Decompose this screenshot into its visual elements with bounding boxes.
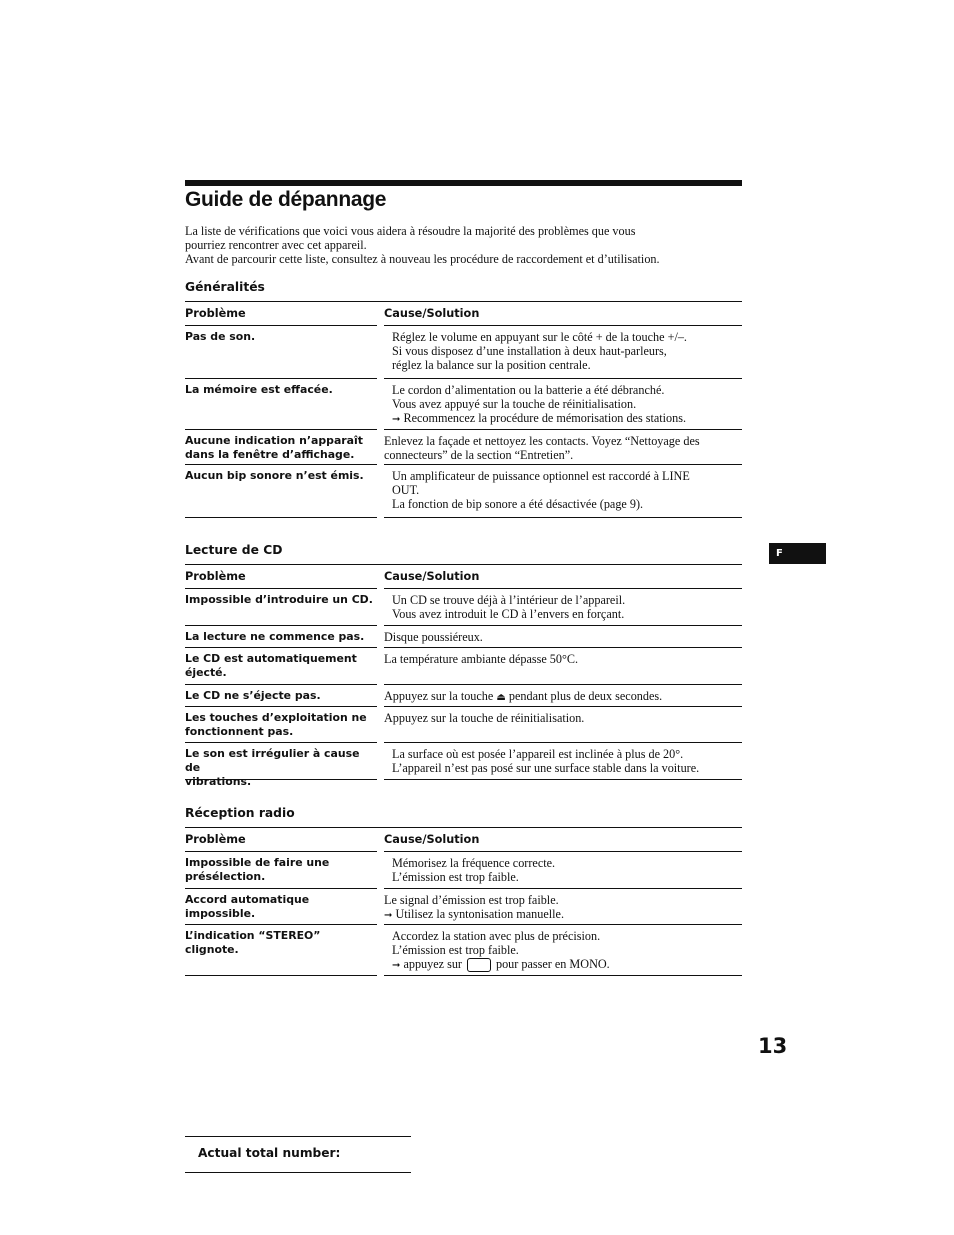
arrow-right-icon: ➞: [392, 414, 401, 425]
table-header: [185, 301, 742, 325]
col-header-problem: Problème: [185, 833, 246, 846]
problem-cell: Pas de son.: [185, 325, 377, 378]
solution-cell: Accordez la station avec plus de précision. L’émission est trop faible. ➞ appuyez sur pour passer en MONO.: [384, 924, 742, 975]
table-row: [185, 888, 742, 924]
table-row: [185, 647, 742, 684]
table-row: [185, 924, 742, 975]
intro-line: pourriez rencontrer avec cet appareil.: [185, 238, 367, 252]
table-row: [185, 464, 742, 517]
intro-line: Avant de parcourir cette liste, consultez à nouveau les procédure de raccordement et d’utilisation.: [185, 252, 660, 266]
table-row: [185, 851, 742, 888]
arrow-right-icon: ➞: [392, 960, 401, 971]
table-row: [185, 429, 742, 464]
problem-cell: Impossible de faire une présélection.: [185, 851, 377, 888]
page-title: Guide de dépannage: [185, 188, 387, 211]
table-row: [185, 684, 742, 706]
title-rule: [185, 180, 742, 186]
solution-cell: Appuyez sur la touche de réinitialisation.: [384, 706, 742, 742]
solution-cell: Enlevez la façade et nettoyez les contacts. Voyez “Nettoyage des connecteurs” de la section “Entretien”.: [384, 429, 742, 464]
problem-cell: La lecture ne commence pas.: [185, 625, 377, 647]
arrow-right-icon: ➞: [384, 910, 393, 921]
solution-cell: Disque poussiéreux.: [384, 625, 742, 647]
footer-box: [185, 1136, 411, 1173]
table-bottom-rule: [185, 517, 742, 518]
problem-cell: Le CD est automatiquement éjecté.: [185, 647, 377, 684]
table-row: [185, 378, 742, 429]
section-lecture-cd: [185, 543, 742, 788]
table-row: [185, 742, 742, 788]
problem-cell: Les touches d’exploitation ne fonctionnent pas.: [185, 706, 377, 742]
solution-cell: Appuyez sur la touche ⏏ pendant plus de deux secondes.: [384, 684, 742, 706]
table-row: [185, 625, 742, 647]
key-button-icon: [467, 958, 491, 972]
solution-cell: Un CD se trouve déjà à l’intérieur de l’appareil. Vous avez introduit le CD à l’envers en forçant.: [384, 588, 742, 625]
problem-cell: Accord automatique impossible.: [185, 888, 377, 924]
col-header-solution: Cause/Solution: [384, 570, 480, 583]
solution-cell: Le cordon d’alimentation ou la batterie a été débranché. Vous avez appuyé sur la touche de réinitialisation. ➞ Recommencez la procédure de mémorisation des stations.: [384, 378, 742, 429]
intro-text: [185, 224, 745, 266]
language-tab: F: [769, 543, 826, 564]
section-title: Réception radio: [185, 806, 295, 820]
footer-label: Actual total number:: [198, 1146, 341, 1160]
solution-cell: La surface où est posée l’appareil est inclinée à plus de 20°. L’appareil n’est pas posé sur une surface stable dans la voiture.: [384, 742, 742, 779]
col-header-solution: Cause/Solution: [384, 833, 480, 846]
section-reception-radio: [185, 806, 742, 976]
solution-cell: Mémorisez la fréquence correcte. L’émission est trop faible.: [384, 851, 742, 888]
section-title: Généralités: [185, 280, 265, 294]
problem-cell: Aucun bip sonore n’est émis.: [185, 464, 377, 517]
eject-icon: ⏏: [496, 692, 506, 703]
table-header: [185, 564, 742, 588]
solution-cell: Un amplificateur de puissance optionnel est raccordé à LINE OUT. La fonction de bip sonore a été désactivée (page 9).: [384, 464, 742, 517]
problem-cell: L’indication “STEREO” clignote.: [185, 924, 377, 975]
solution-cell: Le signal d’émission est trop faible. ➞ Utilisez la syntonisation manuelle.: [384, 888, 742, 924]
problem-cell: Le son est irrégulier à cause de vibrations.: [185, 742, 377, 779]
col-header-problem: Problème: [185, 307, 246, 320]
intro-line: La liste de vérifications que voici vous aidera à résoudre la majorité des problèmes que vous: [185, 224, 636, 238]
table-header: [185, 827, 742, 851]
problem-cell: Impossible d’introduire un CD.: [185, 588, 377, 625]
solution-cell: Réglez le volume en appuyant sur le côté + de la touche +/–. Si vous disposez d’une installation à deux haut-parleurs, réglez la balance sur la position centrale.: [384, 325, 742, 378]
problem-cell: Aucune indication n’apparaît dans la fenêtre d’affichage.: [185, 429, 377, 464]
section-generalites: [185, 280, 742, 518]
table-bottom-rule: [185, 779, 742, 780]
col-header-problem: Problème: [185, 570, 246, 583]
table-bottom-rule: [185, 975, 742, 976]
page-number: 13: [758, 1034, 788, 1058]
solution-cell: La température ambiante dépasse 50°C.: [384, 647, 742, 684]
problem-cell: La mémoire est effacée.: [185, 378, 377, 429]
table-row: [185, 588, 742, 625]
section-title: Lecture de CD: [185, 543, 283, 557]
table-row: [185, 706, 742, 742]
table-row: [185, 325, 742, 378]
col-header-solution: Cause/Solution: [384, 307, 480, 320]
problem-cell: Le CD ne s’éjecte pas.: [185, 684, 377, 706]
